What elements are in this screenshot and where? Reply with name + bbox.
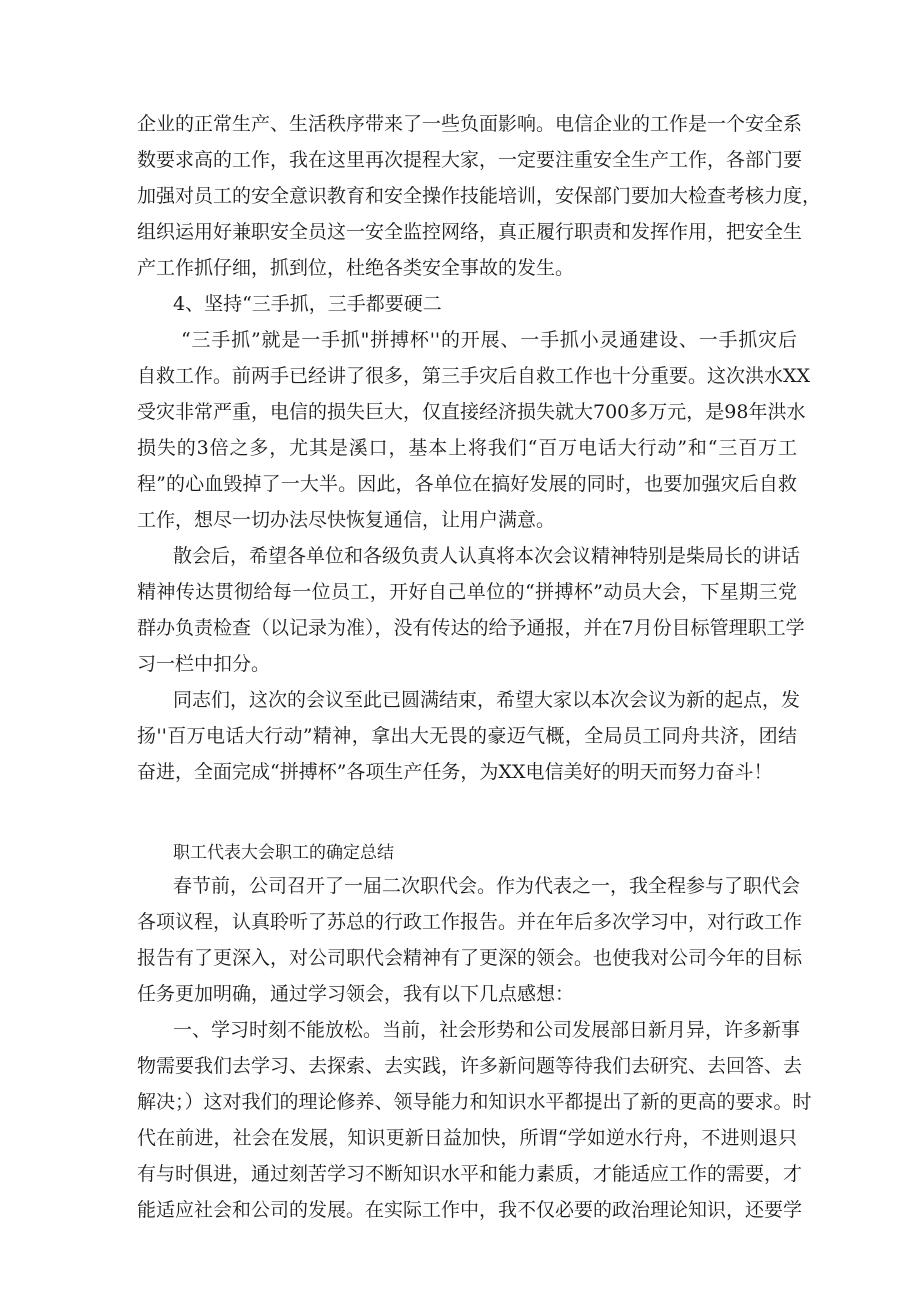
paragraph-line: 损失的3倍之多，尤其是溪口，基本上将我们“百万电话大行动”和“三百万工 (137, 437, 797, 459)
paragraph-line: 春节前，公司召开了一届二次职代会。作为代表之一，我全程参与了职代会 (173, 875, 801, 897)
paragraph-line: 群办负责检查（以记录为准），没有传达的给予通报，并在7月份目标管理职工学 (137, 617, 805, 639)
paragraph-line: 奋进，全面完成“拼搏杯”各项生产任务，为XX电信美好的明天而努力奋斗！ (137, 761, 773, 783)
paragraph-line: 物需要我们去学习、去探索、去实践，许多新问题等待我们去研究、去回答、去 (137, 1055, 803, 1077)
paragraph-line: 同志们，这次的会议至此已圆满结束，希望大家以本次会议为新的起点，发 (173, 689, 801, 711)
paragraph-line: 数要求高的工作，我在这里再次提程大家，一定要注重安全生产工作，各部门要 (137, 149, 803, 171)
paragraph-line: “三手抓”就是一手抓"拼搏杯''的开展、一手抓小灵通建设、一手抓灾后 (181, 329, 797, 351)
paragraph-line: 散会后，希望各单位和各级负责人认真将本次会议精神特别是柴局长的讲话 (173, 545, 801, 567)
paragraph-line: 解决；）这对我们的理论修养、领导能力和知识水平都提出了新的更高的要求。时 (137, 1091, 812, 1113)
paragraph-line: 组织运用好兼职安全员这一安全监控网络，真正履行职责和发挥作用，把安全生 (137, 221, 803, 243)
paragraph-line: 工作，想尽一切办法尽快恢复通信，让用户满意。 (137, 509, 556, 531)
paragraph-line: 一、学习时刻不能放松。当前，社会形势和公司发展部日新月异，许多新事 (173, 1019, 801, 1041)
section-heading: 4、坚持“三手抓，三手都要硬二 (173, 293, 442, 315)
paragraph-line: 企业的正常生产、生活秩序带来了一些负面影响。电信企业的工作是一个安全系 (137, 113, 803, 135)
section-title: 职工代表大会职工的确定总结 (173, 843, 394, 863)
paragraph-line: 扬''百万电话大行动”精神，拿出大无畏的豪迈气概，全局员工同舟共济，团结 (137, 725, 797, 747)
paragraph-line: 产工作抓仔细，抓到位，杜绝各类安全事故的发生。 (137, 257, 575, 279)
paragraph-line: 能适应社会和公司的发展。在实际工作中，我不仅必要的政治理论知识，还要学 (137, 1199, 803, 1221)
paragraph-line: 自救工作。前两手已经讲了很多，第三手灾后自救工作也十分重要。这次洪水XX (137, 365, 811, 387)
paragraph-line: 代在前进，社会在发展，知识更新日益加快，所谓“学如逆水行舟，不进则退只 (137, 1127, 797, 1149)
paragraph-line: 受灾非常严重，电信的损失巨大，仅直接经济损失就大700多万元，是98年洪水 (137, 401, 806, 423)
paragraph-line: 各项议程，认真聆听了苏总的行政工作报告。并在年后多次学习中，对行政工作 (137, 911, 803, 933)
paragraph-line: 加强对员工的安全意识教育和安全操作技能培训，安保部门要加大检查考核力度， (137, 185, 822, 207)
paragraph-line: 程”的心血毁掉了一大半。因此，各单位在搞好发展的同时，也要加强灾后自救 (137, 473, 797, 495)
paragraph-line: 报告有了更深入，对公司职代会精神有了更深的领会。也使我对公司今年的目标 (137, 947, 803, 969)
paragraph-line: 习一栏中扣分。 (137, 653, 271, 675)
paragraph-line: 精神传达贯彻给每一位员工，开好自己单位的“拼搏杯”动员大会，下星期三党 (137, 581, 797, 603)
paragraph-line: 任务更加明确，通过学习领会，我有以下几点感想： (137, 983, 575, 1005)
paragraph-line: 有与时俱进，通过刻苦学习不断知识水平和能力素质，才能适应工作的需要，才 (137, 1163, 803, 1185)
